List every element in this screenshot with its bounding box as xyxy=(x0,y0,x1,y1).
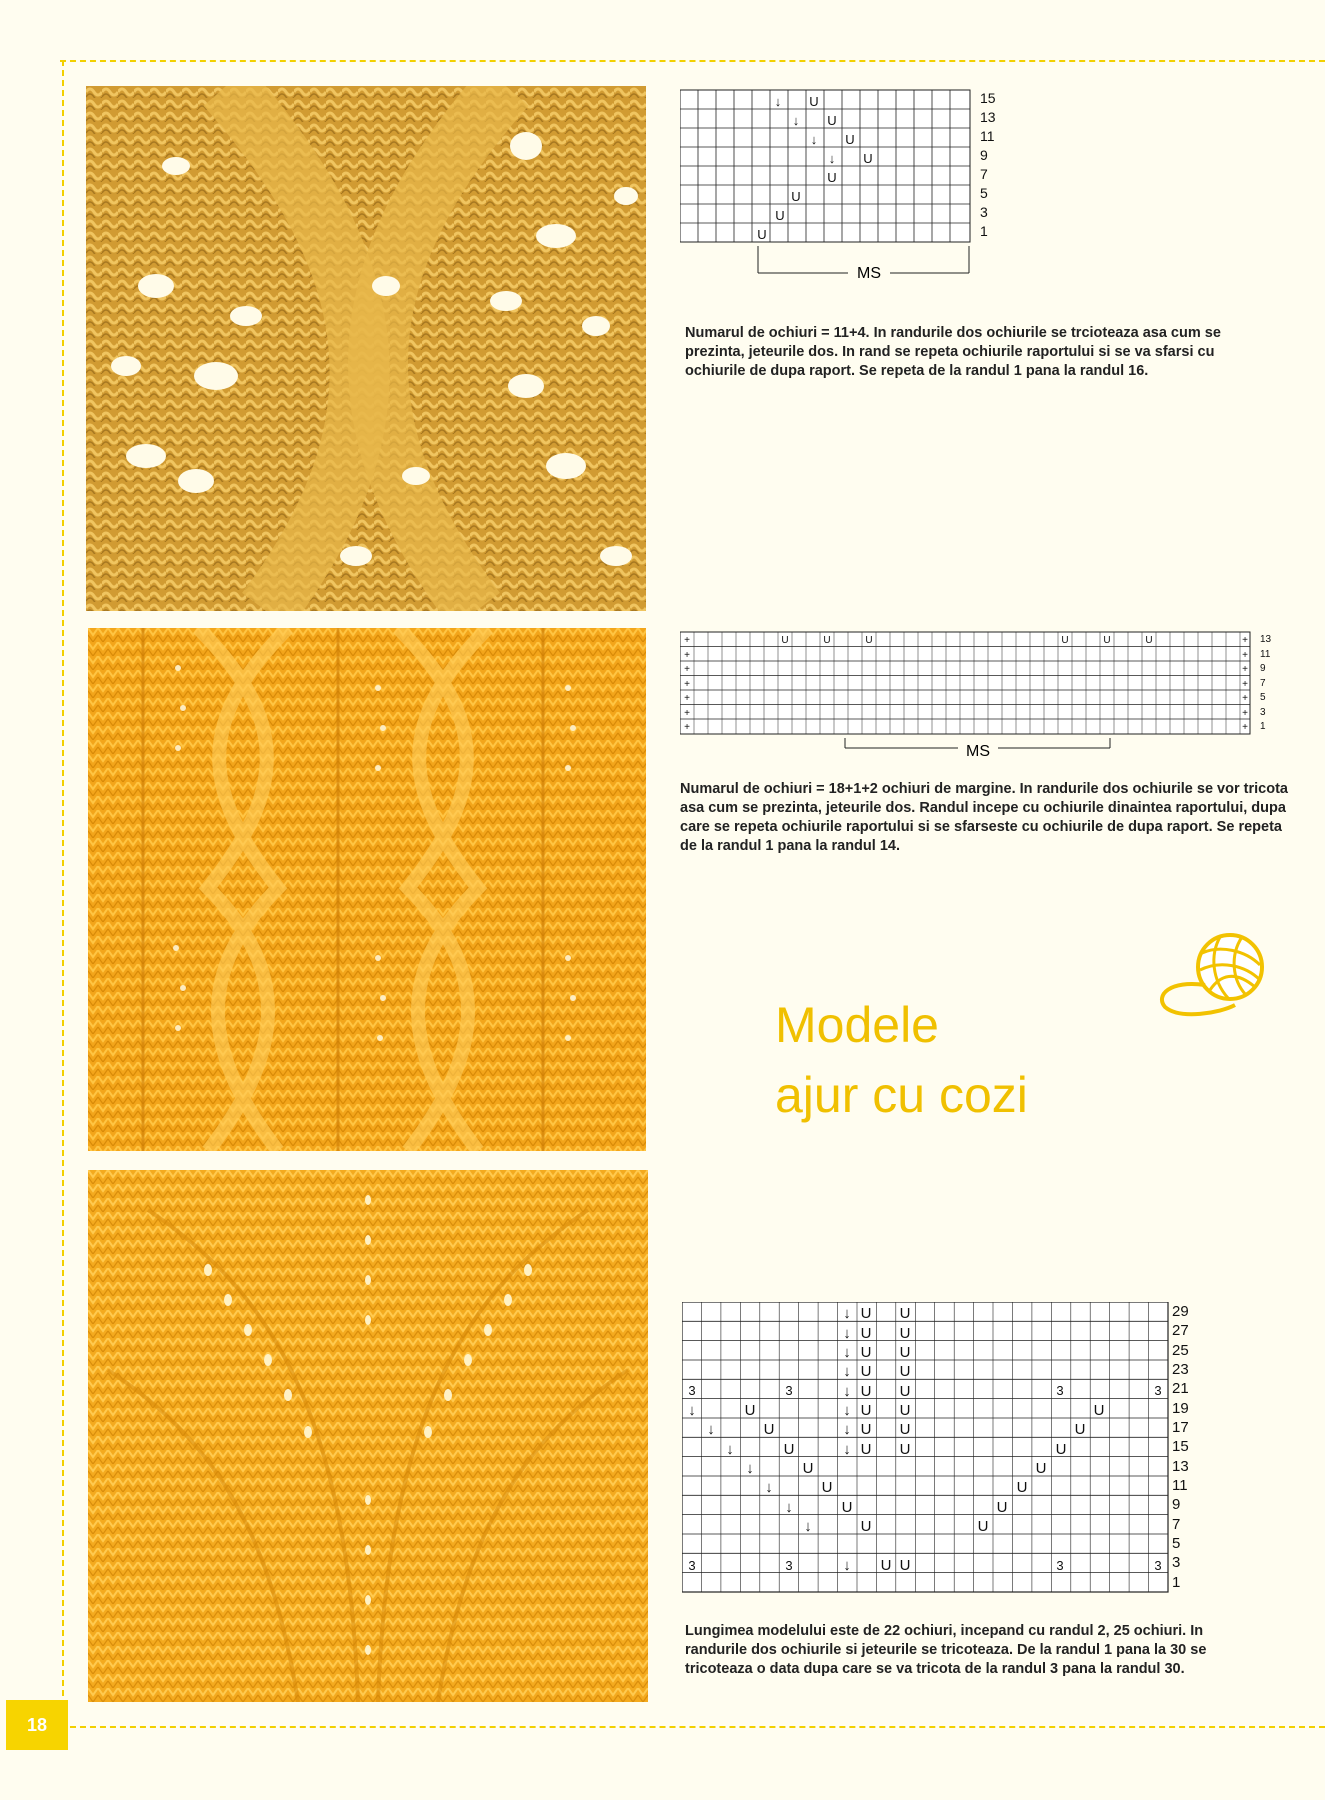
left-dashed-border xyxy=(62,60,64,1726)
row-number: 5 xyxy=(1260,692,1266,703)
svg-text:3: 3 xyxy=(688,1558,696,1573)
row-number: 21 xyxy=(1172,1380,1189,1397)
row-number: 19 xyxy=(1172,1400,1189,1417)
svg-text:3: 3 xyxy=(785,1383,793,1398)
svg-text:↓: ↓ xyxy=(843,1402,851,1419)
svg-text:3: 3 xyxy=(785,1558,793,1573)
svg-text:U: U xyxy=(899,1557,911,1574)
svg-text:↓: ↓ xyxy=(707,1421,715,1438)
svg-text:3: 3 xyxy=(1154,1383,1162,1398)
svg-text:U: U xyxy=(845,132,855,147)
pattern-1-description: Numarul de ochiuri = 11+4. In randurile dos ochiurile se trcioteaza asa cum se prezinta, jeteurile dos. In rand se repeta ochiurile raportului si se va sfarsi cu ochiurile de dupa raport. Se repeta de la randul 1 pana la randul 16. xyxy=(685,325,1221,379)
row-number: 3 xyxy=(980,204,988,220)
svg-text:+: + xyxy=(684,635,690,646)
svg-text:U: U xyxy=(757,227,767,242)
svg-text:↓: ↓ xyxy=(843,1383,851,1400)
svg-text:3: 3 xyxy=(1056,1383,1064,1398)
row-number: 7 xyxy=(1172,1516,1181,1533)
svg-text:+: + xyxy=(1242,650,1248,661)
row-number: 13 xyxy=(1260,634,1272,645)
row-number: 27 xyxy=(1172,1322,1189,1339)
svg-text:U: U xyxy=(860,1421,872,1438)
svg-text:U: U xyxy=(863,151,873,166)
svg-text:3: 3 xyxy=(688,1383,696,1398)
svg-text:↓: ↓ xyxy=(843,1305,851,1322)
svg-text:+: + xyxy=(1242,708,1248,719)
svg-text:U: U xyxy=(783,1441,795,1458)
svg-text:+: + xyxy=(1242,664,1248,675)
svg-text:+: + xyxy=(684,664,690,675)
svg-text:U: U xyxy=(899,1325,911,1342)
page-number: 18 xyxy=(6,1700,68,1750)
row-number: 15 xyxy=(1172,1438,1189,1455)
ms-label: MS xyxy=(966,743,990,760)
svg-text:U: U xyxy=(841,1499,853,1516)
svg-text:↓: ↓ xyxy=(746,1460,754,1477)
svg-text:↓: ↓ xyxy=(804,1518,812,1535)
svg-text:U: U xyxy=(1055,1441,1067,1458)
svg-text:+: + xyxy=(1242,722,1248,733)
svg-text:U: U xyxy=(802,1460,814,1477)
svg-text:U: U xyxy=(899,1402,911,1419)
row-number: 5 xyxy=(980,185,988,201)
svg-text:↓: ↓ xyxy=(792,113,800,128)
svg-text:U: U xyxy=(1145,635,1153,646)
svg-text:↓: ↓ xyxy=(843,1557,851,1574)
row-number: 11 xyxy=(1260,649,1271,660)
svg-text:+: + xyxy=(684,693,690,704)
svg-text:U: U xyxy=(860,1518,872,1535)
svg-text:U: U xyxy=(860,1305,872,1322)
svg-text:+: + xyxy=(684,722,690,733)
svg-text:↓: ↓ xyxy=(843,1363,851,1380)
svg-text:U: U xyxy=(1016,1479,1028,1496)
svg-text:↓: ↓ xyxy=(843,1441,851,1458)
title-line-2: ajur cu cozi xyxy=(775,1067,1028,1123)
svg-text:+: + xyxy=(1242,635,1248,646)
row-number: 9 xyxy=(1172,1496,1181,1513)
ms-label: MS xyxy=(857,265,881,278)
row-number: 3 xyxy=(1172,1554,1181,1571)
knitting-chart-2 xyxy=(680,630,1280,765)
svg-text:U: U xyxy=(860,1363,872,1380)
svg-text:↓: ↓ xyxy=(785,1499,793,1516)
row-number: 3 xyxy=(1260,707,1266,718)
svg-text:U: U xyxy=(763,1421,775,1438)
svg-text:U: U xyxy=(781,635,789,646)
svg-text:U: U xyxy=(977,1518,989,1535)
svg-text:+: + xyxy=(684,650,690,661)
top-dashed-border xyxy=(60,60,1325,62)
svg-text:U: U xyxy=(1103,635,1111,646)
svg-text:U: U xyxy=(1061,635,1069,646)
svg-text:↓: ↓ xyxy=(765,1479,773,1496)
svg-text:U: U xyxy=(899,1421,911,1438)
row-number: 1 xyxy=(1260,721,1266,732)
row-number: 1 xyxy=(980,223,988,239)
knit-photo-2 xyxy=(88,628,646,1151)
svg-text:U: U xyxy=(1035,1460,1047,1477)
svg-text:U: U xyxy=(880,1557,892,1574)
row-number: 13 xyxy=(1172,1458,1189,1475)
title-line-1: Modele xyxy=(775,997,939,1053)
svg-text:↓: ↓ xyxy=(843,1344,851,1361)
row-number: 9 xyxy=(980,147,988,163)
svg-text:↓: ↓ xyxy=(726,1441,734,1458)
svg-text:U: U xyxy=(996,1499,1008,1516)
row-number: 11 xyxy=(980,128,995,144)
row-number: 11 xyxy=(1172,1477,1188,1494)
row-number: 23 xyxy=(1172,1361,1189,1378)
knitting-chart-1 xyxy=(680,88,1000,283)
svg-text:U: U xyxy=(791,189,801,204)
knit-photo-1 xyxy=(86,86,646,611)
row-number: 13 xyxy=(980,109,996,125)
row-number: 7 xyxy=(1260,678,1266,689)
svg-text:U: U xyxy=(1074,1421,1086,1438)
svg-text:U: U xyxy=(821,1479,833,1496)
knit-photo-3 xyxy=(88,1170,648,1702)
svg-text:U: U xyxy=(809,94,819,109)
svg-text:U: U xyxy=(1093,1402,1105,1419)
bottom-dashed-border xyxy=(60,1726,1325,1728)
svg-text:3: 3 xyxy=(1056,1558,1064,1573)
svg-text:↓: ↓ xyxy=(843,1325,851,1342)
svg-text:U: U xyxy=(744,1402,756,1419)
svg-text:↓: ↓ xyxy=(810,132,818,147)
svg-text:U: U xyxy=(899,1383,911,1400)
svg-text:+: + xyxy=(1242,693,1248,704)
pattern-2-description: Numarul de ochiuri = 18+1+2 ochiuri de margine. In randurile dos ochiurile se vor tricota asa cum se prezinta, jeteurile dos. Randul incepe cu ochiurile dinaintea raportului, dupa care se repeta ochiurile raportului si se sfarseste cu ochiurile de dupa raport. Se repeta de la randul 1 pana la randul 14. xyxy=(680,781,1288,854)
svg-text:U: U xyxy=(860,1325,872,1342)
row-number: 9 xyxy=(1260,663,1266,674)
row-number: 29 xyxy=(1172,1303,1189,1320)
svg-text:U: U xyxy=(860,1402,872,1419)
svg-text:U: U xyxy=(865,635,873,646)
row-number: 5 xyxy=(1172,1535,1181,1552)
svg-text:U: U xyxy=(775,208,785,223)
svg-text:+: + xyxy=(684,708,690,719)
svg-text:U: U xyxy=(823,635,831,646)
svg-text:U: U xyxy=(860,1441,872,1458)
svg-text:U: U xyxy=(860,1344,872,1361)
svg-text:+: + xyxy=(1242,679,1248,690)
knitting-chart-3 xyxy=(682,1302,1202,1607)
row-number: 15 xyxy=(980,90,996,106)
svg-text:U: U xyxy=(899,1344,911,1361)
page-title xyxy=(775,990,1028,1130)
pattern-3-description: Lungimea modelului este de 22 ochiuri, incepand cu randul 2, 25 ochiuri. In randurile dos ochiurile si jeteurile se tricoteaza. De la randul 1 pana la 30 se tricoteaza o data dupa care se va tricota de la randul 3 pana la randul 30. xyxy=(685,1623,1207,1677)
svg-text:U: U xyxy=(899,1363,911,1380)
svg-text:U: U xyxy=(860,1383,872,1400)
row-number: 1 xyxy=(1172,1574,1181,1591)
yarn-ball-icon xyxy=(1150,925,1270,1025)
svg-text:↓: ↓ xyxy=(774,94,782,109)
row-number: 17 xyxy=(1172,1419,1189,1436)
svg-text:U: U xyxy=(827,170,837,185)
row-number: 25 xyxy=(1172,1342,1189,1359)
svg-text:↓: ↓ xyxy=(688,1402,696,1419)
svg-text:+: + xyxy=(684,679,690,690)
svg-text:3: 3 xyxy=(1154,1558,1162,1573)
svg-text:U: U xyxy=(899,1441,911,1458)
svg-text:↓: ↓ xyxy=(843,1421,851,1438)
row-number: 7 xyxy=(980,166,988,182)
svg-text:U: U xyxy=(827,113,837,128)
svg-text:U: U xyxy=(899,1305,911,1322)
svg-text:↓: ↓ xyxy=(828,151,836,166)
